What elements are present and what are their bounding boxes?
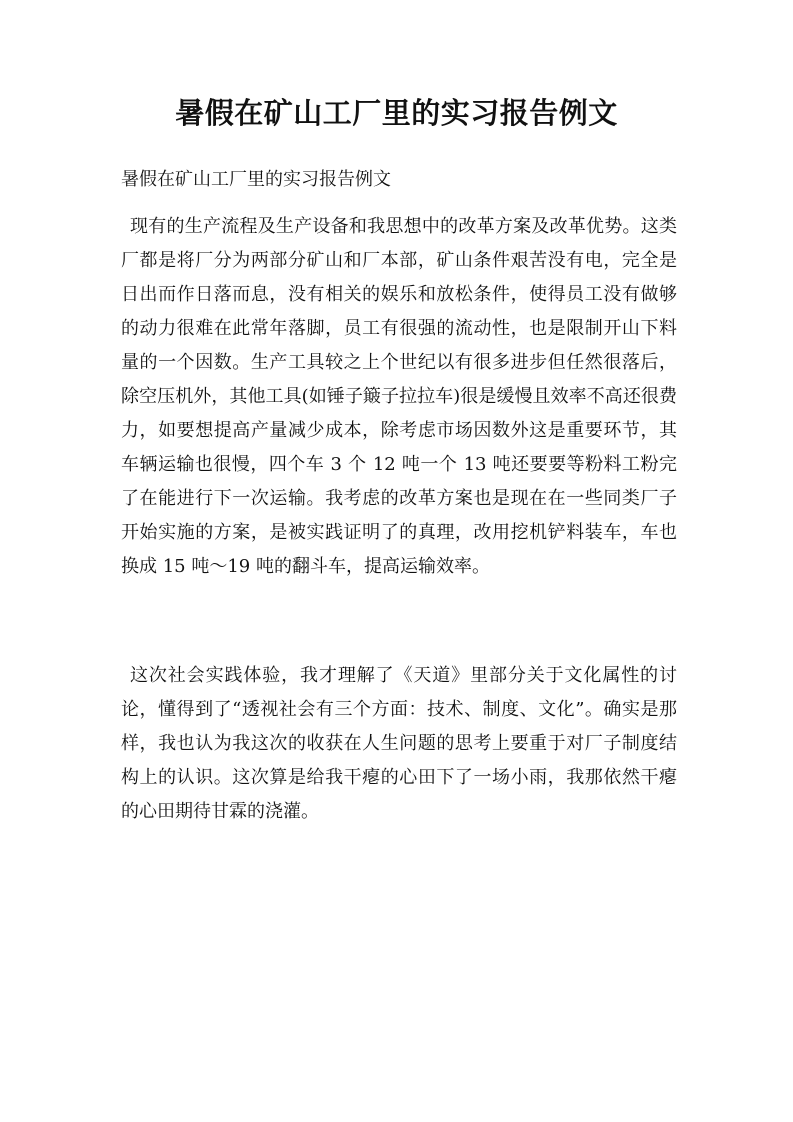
document-title: 暑假在矿山工厂里的实习报告例文 [175,96,618,130]
body-paragraph-2: 这次社会实践体验，我才理解了《天道》里部分关于文化属性的讨论，懂得到了“透视社会有三个方面：技术、制度、文化”。确实是那样，我也认为我这次的收获在人生问题的思考上要重于对厂子制度结构上的认识。这次算是给我干瘪的心田下了一场小雨，我那依然干瘪的心田期待甘霖的浇灌。 [121,665,677,822]
body-paragraph-1: 现有的生产流程及生产设备和我思想中的改革方案及改革优势。这类厂都是将厂分为两部分矿山和厂本部，矿山条件艰苦没有电，完全是日出而作日落而息，没有相关的娱乐和放松条件，使得员工没有做够的动力很难在此常年落脚，员工有很强的流动性，也是限制开山下料量的一个因数。生产工具较之上个世纪以有很多进步但任然很落后，除空压机外，其他工具(如锤子簸子拉拉车)很是缓慢且效率不高还很费力，如要想提高产量减少成本，除考虑市场因数外这是重要环节，其车辆运输也很慢，四个车 3 个 12 吨一个 13 吨还要要等粉料工粉完了在能进行下一次运输。我考虑的改革方案也是现在在一些同类厂子开始实施的方案，是被实践证明了的真理，改用挖机铲料装车，车也换成 15 吨～19 吨的翻斗车，提高运输效率。 [121,216,677,577]
document-subtitle: 暑假在矿山工厂里的实习报告例文 [121,169,391,190]
